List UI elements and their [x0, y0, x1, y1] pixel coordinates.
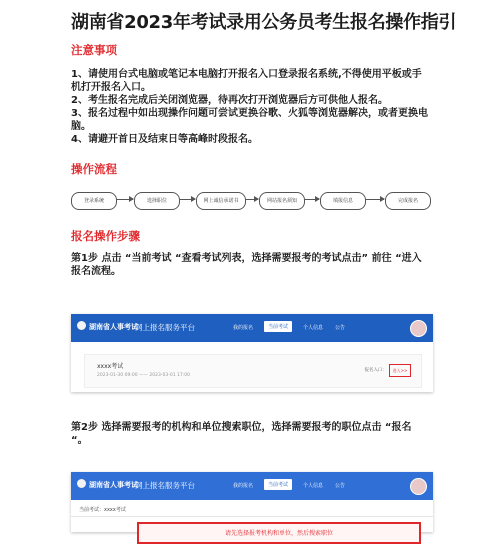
notice-item: 2、考生报名完成后关闭浏览器，待再次打开浏览器后方可供他人报名。 [71, 95, 388, 106]
steps-heading: 报名操作步骤 [71, 229, 140, 243]
flow-step-select-position: 选择职位 [134, 192, 180, 210]
flow-arrow [366, 199, 384, 200]
avatar[interactable] [410, 320, 427, 337]
hint-text: 请先选择报考机构和单位，然后搜索职位 [224, 530, 333, 537]
divider [71, 516, 433, 517]
flow-arrow [180, 199, 195, 200]
nav-my-registration[interactable]: 我的报名 [233, 325, 254, 331]
flow-step-complete: 完成报名 [385, 192, 431, 210]
nav-current-exam[interactable]: 当前考试 [264, 479, 292, 490]
breadcrumb: 当前考试：xxxx考试 [79, 507, 126, 513]
notice-heading: 注意事项 [71, 43, 117, 57]
nav-personal-info[interactable]: 个人信息 [303, 325, 324, 331]
flow-step-notice: 网站报名须知 [259, 192, 305, 210]
platform-title: 网上报名服务平台 [135, 323, 195, 332]
nav-announcements[interactable]: 公告 [335, 483, 346, 489]
notice-item: 3、报名过程中如出现操作问题可尝试更换谷歌、火狐等浏览器解决，或者更换电脑。 [71, 108, 428, 132]
nav-current-exam[interactable]: 当前考试 [264, 321, 292, 332]
site-header [71, 314, 433, 342]
exam-entry-label: 报名入口： [364, 368, 387, 373]
flow-arrow [246, 199, 258, 200]
enter-exam-button[interactable]: 进入>> [389, 364, 411, 377]
flow-step-fill-info: 填报信息 [320, 192, 366, 210]
site-logo: 湖南省人事考试 [77, 480, 138, 490]
nav-announcements[interactable]: 公告 [335, 325, 346, 331]
flow-heading: 操作流程 [71, 162, 117, 176]
site-logo: 湖南省人事考试 [77, 322, 138, 332]
flow-step-login: 登录系统 [71, 192, 117, 210]
step1-text: 第1步 点击 “当前考试 “查看考试列表，选择需要报考的考试点击” 前往 “进入报名流程。 [71, 253, 422, 277]
flow-step-commitment: 网上诚信承诺书 [196, 192, 246, 210]
hint-box [137, 522, 421, 544]
exam-name: xxxx考试 [97, 363, 124, 370]
notice-list [71, 68, 431, 146]
screenshot-position-search [71, 472, 433, 537]
flow-diagram [71, 186, 431, 214]
platform-title: 网上报名服务平台 [135, 481, 195, 490]
exam-card [84, 354, 422, 388]
screenshot-exam-list [71, 314, 433, 392]
nav-personal-info[interactable]: 个人信息 [303, 483, 324, 489]
flow-arrow [117, 199, 133, 200]
nav-my-registration[interactable]: 我的报名 [233, 483, 254, 489]
site-header [71, 472, 433, 500]
step2-text: 第2步 选择需要报考的机构和单位搜索职位，选择需要报考的职位点击 “报名 “。 [71, 422, 412, 446]
flow-arrow [305, 199, 319, 200]
avatar[interactable] [410, 478, 427, 495]
exam-date: 2023-01-30 09:00 —— 2023-03-01 17:00 [97, 373, 190, 378]
page-title: 湖南省2023年考试录用公务员考生报名操作指引 [71, 12, 457, 33]
notice-item: 1、请使用台式电脑或笔记本电脑打开报名入口登录报名系统,不得使用平板或手机打开报名入口。 [71, 69, 422, 93]
notice-item: 4、请避开首日及结束日等高峰时段报名。 [71, 134, 258, 145]
